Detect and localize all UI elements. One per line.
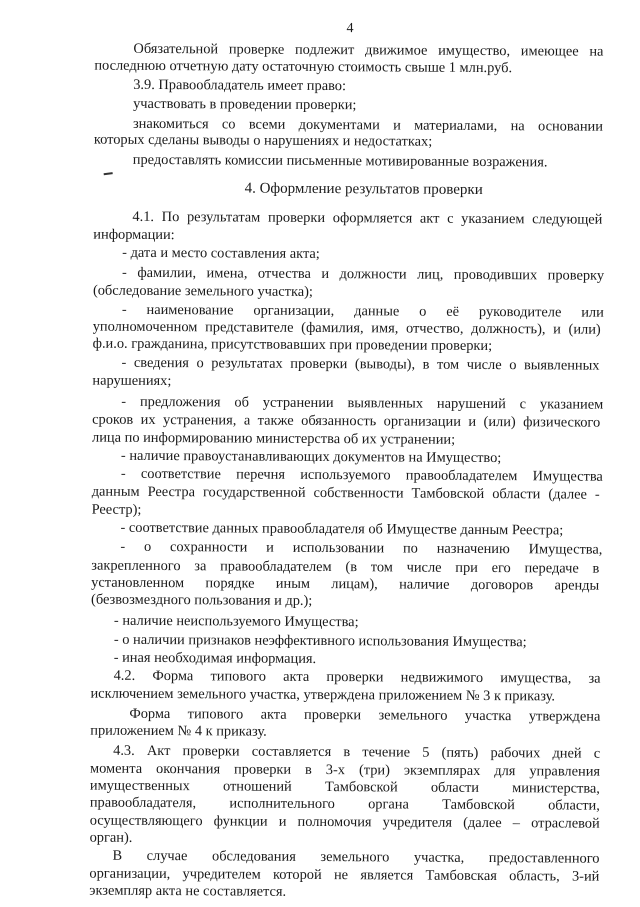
text-line: ф.и.о. гражданина, присутствовавших при проведении проверки; <box>92 335 493 355</box>
text-line: исключением земельного участка, утверждена приложением № 3 к приказу. <box>90 685 556 705</box>
text-line: правообладателя, исполнительного органа Тамбовской области, <box>89 794 600 814</box>
text-line: - предложения об устранении выявленных нарушений с указанием <box>121 393 604 413</box>
text-line: приложением № 4 к приказу. <box>90 722 267 740</box>
text-line: (безвозмездного пользования и др.); <box>91 591 313 609</box>
page-number: 4 <box>346 21 354 37</box>
text-line: 4.2. Форма типового акта проверки недвижимого имущества, за <box>113 667 601 687</box>
text-line: которых сделаны выводы о нарушениях и недостатках; <box>93 131 433 150</box>
text-line: 3.9. Правообладатель имеет право: <box>133 76 347 95</box>
document-body <box>3 0 640 900</box>
text-line: установленном порядке иным лицам), наличие договоров аренды <box>91 574 600 594</box>
text-line: участвовать в проведении проверки; <box>133 95 357 114</box>
text-line: В случае обследования земельного участка, предоставленного <box>112 847 600 867</box>
text-line: - о наличии признаков неэффективного использования Имущества; <box>113 631 527 651</box>
text-line: 4.3. Акт проверки составляется в течение 5 (пять) рабочих дней с <box>113 742 601 762</box>
text-line: нарушениях; <box>92 372 172 390</box>
text-line: сроков их устранения, а также обязанность организации и (или) физического <box>92 411 601 431</box>
text-line: - дата и место составления акта; <box>122 244 320 262</box>
text-line: - иная необходимая информация. <box>113 649 317 667</box>
text-line: - соответствие перечня используемого правообладателем Имущества <box>120 465 603 485</box>
text-line: орган). <box>89 829 133 846</box>
text-line: - фамилии, имена, отчества и должности лиц, проводивших проверку <box>122 264 605 284</box>
text-line: - наименование организации, данные о её руководителе или <box>121 301 604 321</box>
text-line: уполномоченном представителе (фамилия, имя, отчество, должность), и (или) <box>92 318 601 338</box>
text-line: момента окончания проверки в 3-х (три) экземплярах для управления <box>90 760 601 780</box>
text-line: данным Реестра государственной собственности Тамбовской области (далее - <box>91 483 600 503</box>
text-line: экземпляр акта не составляется. <box>89 882 287 900</box>
text-line: - наличие неиспользуемого Имущества; <box>113 612 359 631</box>
text-line: 4.1. По результатам проверки оформляется акт с указанием следующей <box>132 208 603 228</box>
text-line: последнюю отчетную дату остаточную стоимость свыше 1 млн.руб. <box>94 57 513 77</box>
text-line: осуществляющего функции и полномочия учредителя (далее – отраслевой <box>89 812 600 832</box>
text-line: Реестр); <box>91 501 142 518</box>
text-line: предоставлять комиссии письменные мотивированные возражения. <box>132 151 548 171</box>
text-line: Форма типового акта проверки земельного участка утверждена <box>129 705 601 725</box>
text-line: Обязательной проверке подлежит движимое имущество, имеющее на <box>133 40 604 60</box>
text-line: лица по информированию министерства об их устранении; <box>92 429 456 448</box>
text-line: имущественных отношений Тамбовской области министерства, <box>89 777 600 797</box>
text-line: - сведения о результатах проверки (выводы), в том числе о выявленных <box>121 354 600 374</box>
text-line: знакомиться со всеми документами и материалами, на основании <box>132 115 604 135</box>
text-line: закрепленного за правообладателем (в том числе при его передаче в <box>91 557 600 577</box>
text-line: организации, учредителем которой не является Тамбовская область, 3-ий <box>89 865 600 885</box>
text-line: информации: <box>93 226 175 244</box>
text-line: - соответствие данных правообладателя об Имуществе данным Реестра; <box>120 519 564 539</box>
ink-mark <box>104 172 113 175</box>
section-heading: 4. Оформление результатов проверки <box>244 180 483 198</box>
text-line: - наличие правоустанавливающих документов на Имущество; <box>120 447 502 467</box>
text-line: (обследование земельного участка); <box>92 282 313 300</box>
text-line: - о сохранности и использовании по назначению Имущества, <box>120 538 603 558</box>
